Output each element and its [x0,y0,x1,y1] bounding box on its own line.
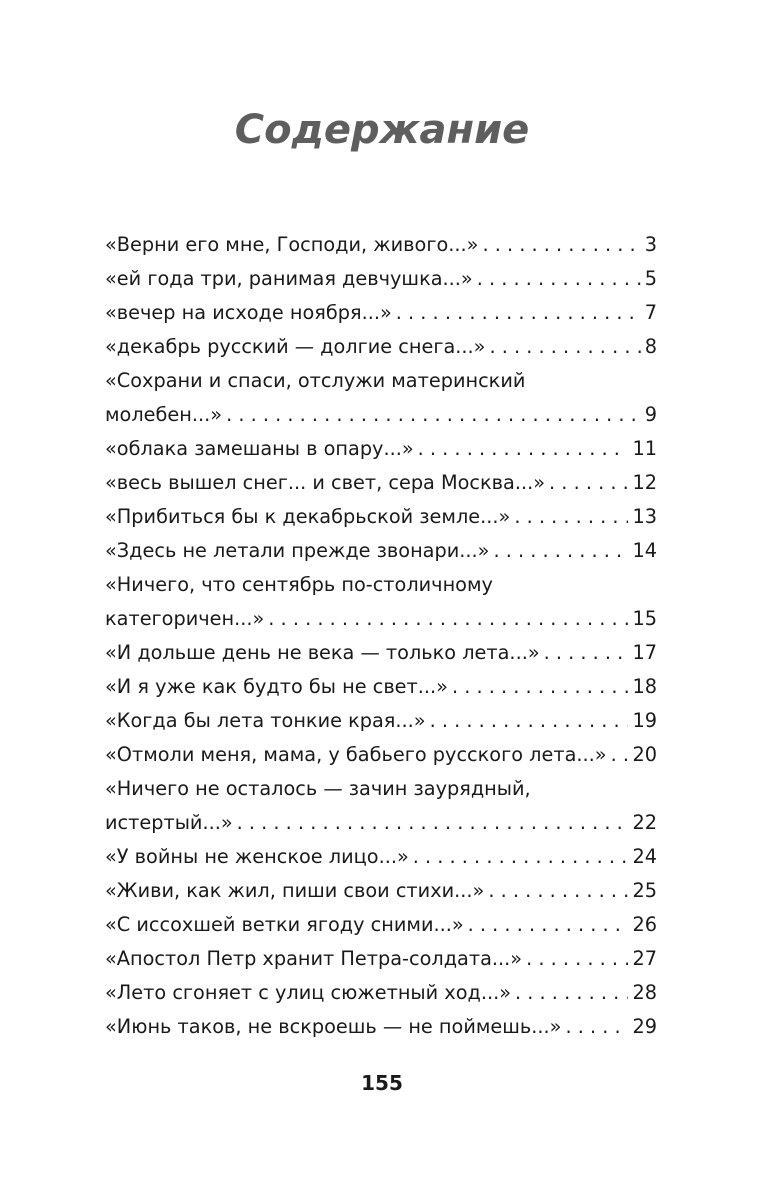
toc-entry [105,296,657,330]
toc-entry-line [105,1010,657,1044]
toc-entry-title: «Прибиться бы к декабрьской земле...» [105,505,511,528]
toc-entry [105,976,657,1010]
toc-entry-page-number: 15 [632,607,657,630]
toc-entry-page-number: 14 [632,539,657,562]
dot-leader [430,704,629,738]
toc-entry-line [105,976,657,1010]
toc-entry [105,432,657,466]
toc-entry [105,228,657,262]
dot-leader [565,1010,628,1044]
toc-entry-page-number: 24 [632,845,657,868]
dot-leader [482,228,640,262]
toc-entry-line [105,364,657,398]
toc-entry-line [105,908,657,942]
toc-entry [105,772,657,840]
toc-entry-line [105,534,657,568]
toc-entry [105,500,657,534]
toc-entry-title: «Июнь таков, не вскроешь — не поймешь...» [105,1015,562,1038]
toc-entry-page-number: 20 [632,743,657,766]
toc-entry-page-number: 18 [632,675,657,698]
toc-entry-line [105,466,657,500]
toc-entry-line [105,806,657,840]
dot-leader [493,534,628,568]
dot-leader [515,976,628,1010]
toc-entry-title: истертый...» [105,811,233,834]
toc-entry-line [105,602,657,636]
toc-entry-page-number: 13 [632,505,657,528]
toc-entry-title: «Верни его мне, Господи, живого...» [105,233,479,256]
toc-entry [105,466,657,500]
toc-entry [105,704,657,738]
toc-entry-page-number: 5 [644,267,657,290]
toc-entry [105,568,657,636]
toc-entry-title: «У войны не женское лицо...» [105,845,409,868]
toc-entry-page-number: 12 [632,471,657,494]
toc-entry-page-number: 19 [632,709,657,732]
dot-leader [468,908,629,942]
toc-entry-line [105,670,657,704]
toc-entry-line [105,228,657,262]
toc-entry-title: «И я уже как будто бы не свет...» [105,675,448,698]
toc-entry-title: «Отмоли меня, мама, у бабьего русского лета...» [105,743,607,766]
toc-entry-line [105,704,657,738]
dot-leader [226,398,641,432]
dot-leader [489,330,640,364]
page-number: 155 [361,1071,403,1095]
toc-entry-page-number: 26 [632,913,657,936]
toc-entry-title: «Апостол Петр хранит Петра-солдата...» [105,947,523,970]
toc-entry [105,738,657,772]
toc-entry-title: «ей года три, ранимая девчушка...» [105,267,473,290]
toc-entry-title: «Ничего, что сентябрь по-столичному [105,573,493,596]
toc-entry-page-number: 11 [632,437,657,460]
toc-entry-page-number: 25 [632,879,657,902]
toc-entry [105,908,657,942]
toc-entry [105,364,657,432]
toc-entry-title: «весь вышел снег... и свет, сера Москва...» [105,471,546,494]
toc-entry-line [105,262,657,296]
dot-leader [514,500,628,534]
dot-leader [268,602,628,636]
table-of-contents [105,228,657,1044]
toc-entry [105,840,657,874]
toc-entry-title: «Лето сгоняет с улиц сюжетный ход...» [105,981,512,1004]
toc-entry-title: категоричен...» [105,607,265,630]
toc-entry [105,330,657,364]
toc-entry [105,670,657,704]
toc-entry [105,942,657,976]
toc-entry-title: «С иссохшей ветки ягоду сними...» [105,913,464,936]
toc-entry-page-number: 22 [632,811,657,834]
toc-entry-line [105,330,657,364]
toc-entry-title: «Ничего не осталось — зачин заурядный, [105,777,531,800]
dot-leader [611,738,629,772]
toc-entry-line [105,636,657,670]
toc-entry-line [105,840,657,874]
dot-leader [452,670,628,704]
toc-entry-title: «И дольше день не века — только лета...» [105,641,540,664]
dot-leader [237,806,629,840]
dot-leader [413,840,629,874]
toc-entry-page-number: 29 [632,1015,657,1038]
dot-leader [549,466,628,500]
toc-entry-page-number: 27 [632,947,657,970]
toc-entry-line [105,738,657,772]
toc-entry-line [105,772,657,806]
toc-entry-page-number: 17 [632,641,657,664]
toc-entry-title: «вечер на исходе ноября...» [105,301,392,324]
toc-entry-title: «облака замешаны в опару...» [105,437,414,460]
toc-entry [105,534,657,568]
toc-entry-page-number: 28 [632,981,657,1004]
toc-entry-title: «Живи, как жил, пиши свои стихи...» [105,879,485,902]
dot-leader [418,432,629,466]
toc-entry-line [105,874,657,908]
toc-entry-line [105,432,657,466]
toc-entry-page-number: 3 [644,233,657,256]
toc-entry-page-number: 8 [644,335,657,358]
toc-entry-line [105,296,657,330]
dot-leader [526,942,628,976]
toc-entry-line [105,942,657,976]
toc-entry-title: «Сохрани и спаси, отслужи материнский [105,369,526,392]
toc-entry-title: «Когда бы лета тонкие края...» [105,709,426,732]
dot-leader [544,636,629,670]
toc-entry-title: «декабрь русский — долгие снега...» [105,335,486,358]
dot-leader [488,874,628,908]
toc-entry [105,262,657,296]
toc-entry-title: молебен...» [105,403,223,426]
toc-entry-line [105,568,657,602]
toc-entry [105,1010,657,1044]
toc-entry [105,874,657,908]
dot-leader [477,262,641,296]
toc-entry-line [105,500,657,534]
page-title: Содержание [234,107,530,153]
toc-entry [105,636,657,670]
toc-entry-page-number: 7 [644,301,657,324]
toc-entry-line [105,398,657,432]
toc-entry-title: «Здесь не летали прежде звонари...» [105,539,490,562]
toc-entry-page-number: 9 [644,403,657,426]
dot-leader [396,296,641,330]
